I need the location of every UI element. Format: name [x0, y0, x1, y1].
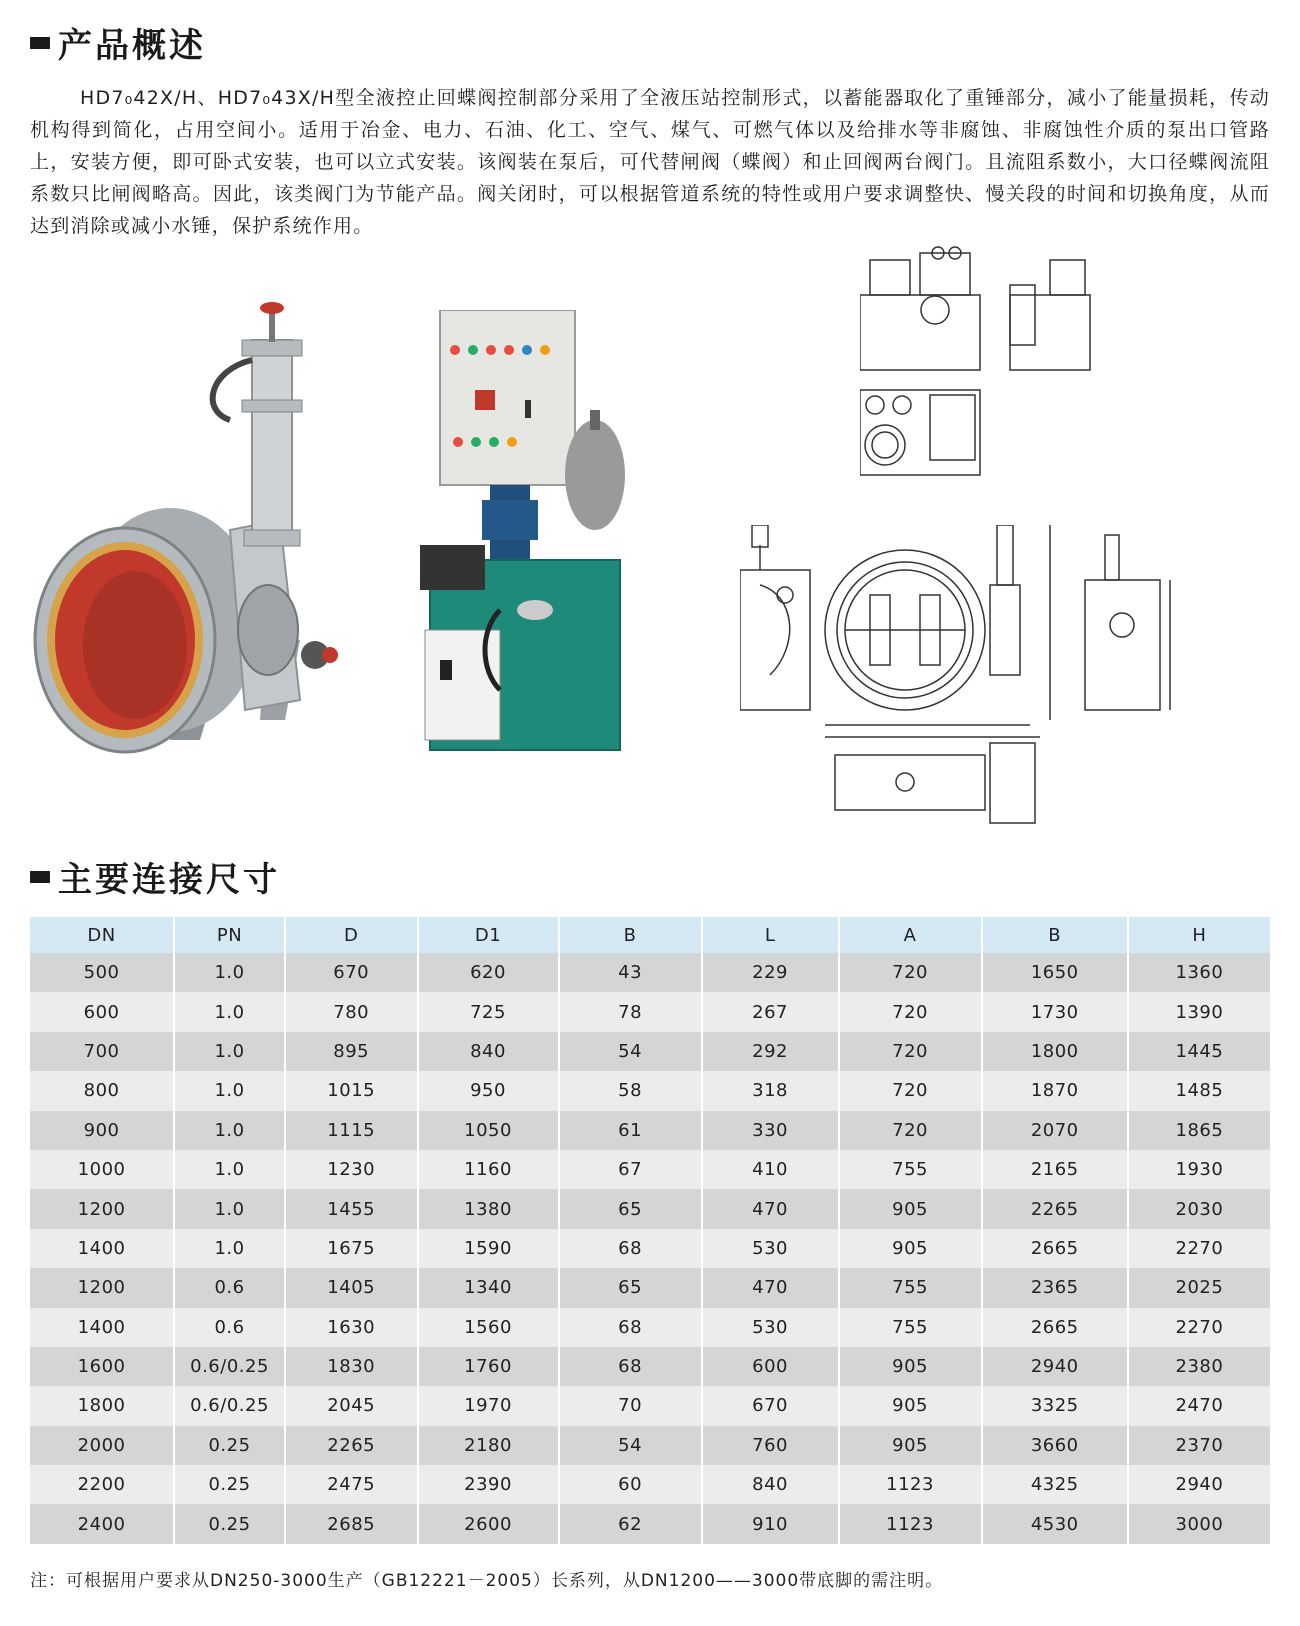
table-row — [30, 1426, 1270, 1465]
table-cell: 1360 — [1128, 953, 1270, 992]
table-cell: 68 — [559, 1229, 702, 1268]
table-cell: 2940 — [982, 1347, 1128, 1386]
table-cell: 1675 — [285, 1229, 418, 1268]
table-cell: 2270 — [1128, 1308, 1270, 1347]
table-row — [30, 1465, 1270, 1504]
overview-paragraph: HD7₀42X/H、HD7₀43X/H型全液控止回蝶阀控制部分采用了全液压站控制形式，以蓄能器取化了重锤部分，减小了能量损耗，传动机构得到简化，占用空间小。适用于冶金、电力、石油、化工、空气、煤气、可燃气体以及给排水等非腐蚀、非腐蚀性介质的泵出口管路上，安装方便，即可卧式安装，也可以立式安装。该阀装在泵后，可代替闸阀（蝶阀）和止回阀两台阀门。且流阻系数小，大口径蝶阀流阻系数只比闸阀略高。因此，该类阀门为节能产品。阀关闭时，可以根据管道系统的特性或用户要求调整快、慢关段的时间和切换角度，从而达到消除或减小水锤，保护系统作用。 — [30, 87, 1270, 237]
heading-marker — [30, 37, 50, 49]
table-row — [30, 1386, 1270, 1425]
column-header: H — [1128, 917, 1270, 953]
table-cell: 58 — [559, 1071, 702, 1110]
table-row — [30, 1347, 1270, 1386]
table-cell: 2475 — [285, 1465, 418, 1504]
table-row — [30, 1032, 1270, 1071]
table-row — [30, 1150, 1270, 1189]
table-cell: 905 — [839, 1229, 982, 1268]
table-cell: 720 — [839, 1032, 982, 1071]
table-cell: 600 — [30, 992, 174, 1031]
table-cell: 2365 — [982, 1268, 1128, 1307]
table-cell: 895 — [285, 1032, 418, 1071]
table-cell: 1485 — [1128, 1071, 1270, 1110]
table-cell: 1.0 — [174, 1189, 285, 1228]
table-cell: 1123 — [839, 1465, 982, 1504]
column-header: D — [285, 917, 418, 953]
table-cell: 318 — [702, 1071, 839, 1110]
table-cell: 725 — [418, 992, 559, 1031]
table-cell: 670 — [702, 1386, 839, 1425]
table-cell: 60 — [559, 1465, 702, 1504]
table-cell: 2390 — [418, 1465, 559, 1504]
overview-title: 产品概述 — [58, 26, 206, 66]
table-cell: 1730 — [982, 992, 1128, 1031]
table-cell: 2665 — [982, 1229, 1128, 1268]
hydraulic-station-drawing — [860, 245, 1260, 505]
table-cell: 1.0 — [174, 1111, 285, 1150]
table-cell: 530 — [702, 1308, 839, 1347]
table-row — [30, 1111, 1270, 1150]
table-cell: 470 — [702, 1268, 839, 1307]
table-cell: 0.25 — [174, 1426, 285, 1465]
table-cell: 1590 — [418, 1229, 559, 1268]
table-cell: 1560 — [418, 1308, 559, 1347]
dimensions-heading — [30, 852, 280, 901]
table-cell: 1200 — [30, 1189, 174, 1228]
table-cell: 755 — [839, 1308, 982, 1347]
table-cell: 2200 — [30, 1465, 174, 1504]
table-cell: 1870 — [982, 1071, 1128, 1110]
table-cell: 292 — [702, 1032, 839, 1071]
table-cell: 720 — [839, 1071, 982, 1110]
table-cell: 2270 — [1128, 1229, 1270, 1268]
table-cell: 1760 — [418, 1347, 559, 1386]
table-cell: 0.25 — [174, 1504, 285, 1543]
table-cell: 905 — [839, 1386, 982, 1425]
table-cell: 2030 — [1128, 1189, 1270, 1228]
table-cell: 1400 — [30, 1308, 174, 1347]
table-row — [30, 1308, 1270, 1347]
table-cell: 1123 — [839, 1504, 982, 1543]
table-cell: 600 — [702, 1347, 839, 1386]
table-cell: 1015 — [285, 1071, 418, 1110]
table-cell: 1865 — [1128, 1111, 1270, 1150]
table-cell: 0.6 — [174, 1308, 285, 1347]
table-cell: 1000 — [30, 1150, 174, 1189]
table-cell: 670 — [285, 953, 418, 992]
table-cell: 1.0 — [174, 1032, 285, 1071]
table-cell: 2370 — [1128, 1426, 1270, 1465]
table-cell: 2470 — [1128, 1386, 1270, 1425]
column-header: PN — [174, 917, 285, 953]
table-row — [30, 1504, 1270, 1543]
table-cell: 1455 — [285, 1189, 418, 1228]
table-cell: 267 — [702, 992, 839, 1031]
table-cell: 410 — [702, 1150, 839, 1189]
table-cell: 840 — [702, 1465, 839, 1504]
table-cell: 755 — [839, 1268, 982, 1307]
table-cell: 2045 — [285, 1386, 418, 1425]
table-note: 注：可根据用户要求从DN250-3000生产（GB12221－2005）长系列，从DN1200——3000带底脚的需注明。 — [30, 1571, 944, 1591]
table-cell: 1.0 — [174, 1071, 285, 1110]
table-cell: 4530 — [982, 1504, 1128, 1543]
table-cell: 65 — [559, 1268, 702, 1307]
table-row — [30, 1268, 1270, 1307]
table-cell: 3000 — [1128, 1504, 1270, 1543]
column-header: DN — [30, 917, 174, 953]
table-cell: 1.0 — [174, 1150, 285, 1189]
table-cell: 2165 — [982, 1150, 1128, 1189]
table-cell: 1630 — [285, 1308, 418, 1347]
table-cell: 1400 — [30, 1229, 174, 1268]
table-cell: 54 — [559, 1032, 702, 1071]
table-cell: 1200 — [30, 1268, 174, 1307]
table-cell: 905 — [839, 1189, 982, 1228]
table-cell: 1650 — [982, 953, 1128, 992]
table-cell: 2940 — [1128, 1465, 1270, 1504]
table-cell: 720 — [839, 1111, 982, 1150]
table-cell: 54 — [559, 1426, 702, 1465]
table-cell: 1340 — [418, 1268, 559, 1307]
table-cell: 1.0 — [174, 992, 285, 1031]
table-cell: 1600 — [30, 1347, 174, 1386]
table-cell: 620 — [418, 953, 559, 992]
table-cell: 2685 — [285, 1504, 418, 1543]
table-cell: 950 — [418, 1071, 559, 1110]
table-cell: 1800 — [982, 1032, 1128, 1071]
table-row — [30, 1229, 1270, 1268]
table-cell: 0.6/0.25 — [174, 1386, 285, 1425]
table-row — [30, 1071, 1270, 1110]
table-header-row — [30, 917, 1270, 953]
valve-dimension-drawing — [740, 525, 1250, 845]
table-cell: 905 — [839, 1347, 982, 1386]
table-cell: 2265 — [982, 1189, 1128, 1228]
heading-marker — [30, 871, 50, 883]
table-cell: 67 — [559, 1150, 702, 1189]
table-cell: 330 — [702, 1111, 839, 1150]
table-cell: 720 — [839, 992, 982, 1031]
table-cell: 1800 — [30, 1386, 174, 1425]
table-cell: 2070 — [982, 1111, 1128, 1150]
table-cell: 1830 — [285, 1347, 418, 1386]
table-cell: 78 — [559, 992, 702, 1031]
column-header: B — [559, 917, 702, 953]
table-cell: 1930 — [1128, 1150, 1270, 1189]
table-cell: 720 — [839, 953, 982, 992]
table-cell: 4325 — [982, 1465, 1128, 1504]
dimensions-title: 主要连接尺寸 — [58, 860, 280, 900]
table-cell: 1050 — [418, 1111, 559, 1150]
column-header: D1 — [418, 917, 559, 953]
table-cell: 530 — [702, 1229, 839, 1268]
table-cell: 65 — [559, 1189, 702, 1228]
table-cell: 2265 — [285, 1426, 418, 1465]
table-cell: 2025 — [1128, 1268, 1270, 1307]
column-header: L — [702, 917, 839, 953]
table-cell: 2400 — [30, 1504, 174, 1543]
table-cell: 1970 — [418, 1386, 559, 1425]
dimensions-table — [30, 917, 1270, 1544]
table-cell: 2380 — [1128, 1347, 1270, 1386]
table-cell: 0.6 — [174, 1268, 285, 1307]
table-cell: 900 — [30, 1111, 174, 1150]
table-cell: 3325 — [982, 1386, 1128, 1425]
table-cell: 840 — [418, 1032, 559, 1071]
table-cell: 1160 — [418, 1150, 559, 1189]
column-header: B — [982, 917, 1128, 953]
table-cell: 2665 — [982, 1308, 1128, 1347]
table-cell: 1.0 — [174, 1229, 285, 1268]
table-cell: 70 — [559, 1386, 702, 1425]
table-cell: 700 — [30, 1032, 174, 1071]
table-cell: 68 — [559, 1347, 702, 1386]
table-cell: 1.0 — [174, 953, 285, 992]
table-cell: 62 — [559, 1504, 702, 1543]
table-cell: 500 — [30, 953, 174, 992]
table-cell: 229 — [702, 953, 839, 992]
overview-heading — [30, 18, 206, 67]
table-cell: 43 — [559, 953, 702, 992]
column-header: A — [839, 917, 982, 953]
table-cell: 760 — [702, 1426, 839, 1465]
table-cell: 0.6/0.25 — [174, 1347, 285, 1386]
table-cell: 2180 — [418, 1426, 559, 1465]
hydraulic-station-photo — [420, 310, 670, 765]
table-cell: 1405 — [285, 1268, 418, 1307]
table-cell: 1380 — [418, 1189, 559, 1228]
table-cell: 905 — [839, 1426, 982, 1465]
valve-photo — [30, 300, 360, 780]
table-cell: 1230 — [285, 1150, 418, 1189]
table-cell: 2000 — [30, 1426, 174, 1465]
table-cell: 1445 — [1128, 1032, 1270, 1071]
table-cell: 2600 — [418, 1504, 559, 1543]
table-cell: 3660 — [982, 1426, 1128, 1465]
table-cell: 1390 — [1128, 992, 1270, 1031]
table-row — [30, 992, 1270, 1031]
table-cell: 800 — [30, 1071, 174, 1110]
table-cell: 61 — [559, 1111, 702, 1150]
table-cell: 1115 — [285, 1111, 418, 1150]
table-cell: 0.25 — [174, 1465, 285, 1504]
table-row — [30, 953, 1270, 992]
table-cell: 910 — [702, 1504, 839, 1543]
table-row — [30, 1189, 1270, 1228]
table-cell: 755 — [839, 1150, 982, 1189]
table-cell: 780 — [285, 992, 418, 1031]
table-cell: 68 — [559, 1308, 702, 1347]
table-cell: 470 — [702, 1189, 839, 1228]
